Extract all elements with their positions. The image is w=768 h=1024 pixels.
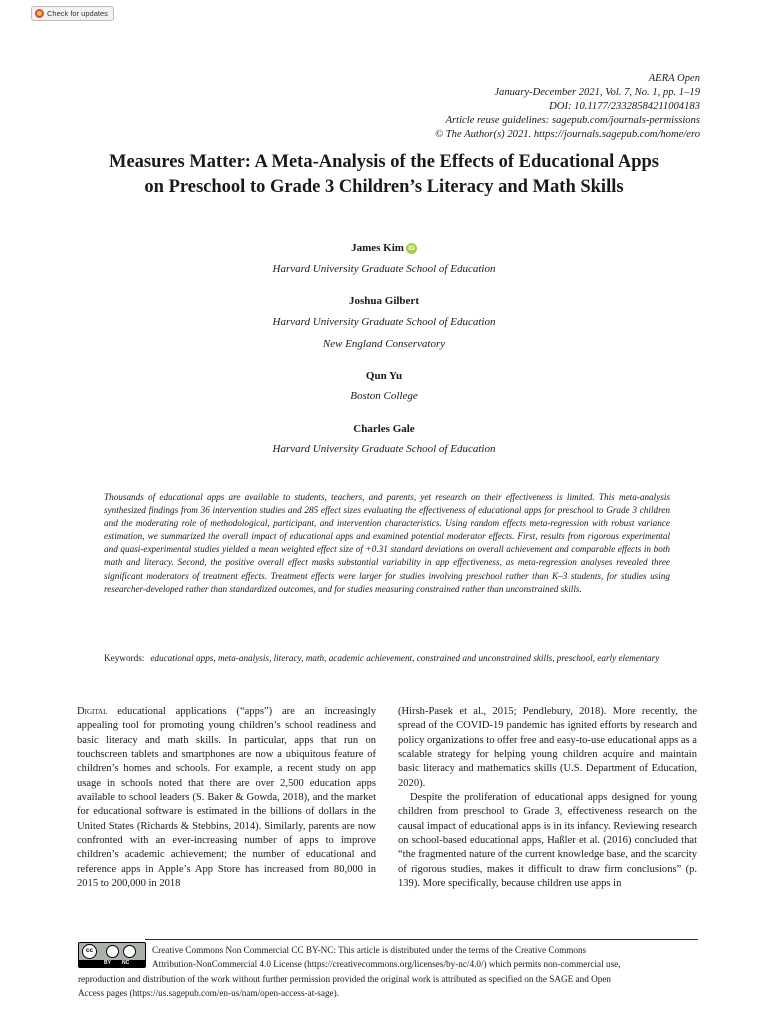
license-line-2: Attribution-NonCommercial 4.0 License (https://creativecommons.org/licenses/by-nc/4.0/) which permits non-commercial use, [152,959,621,970]
paper-title [40,150,728,200]
nc-label: NC [122,960,130,966]
reuse-guidelines: Article reuse guidelines: sagepub.com/journals-permissions [445,115,700,126]
author-1-name: James Kim [351,242,404,254]
author-affiliation: Harvard University Graduate School of Education [272,443,496,455]
drop-word: Digital [77,706,108,717]
body-paragraph: (Hirsh-Pasek et al., 2015; Pendlebury, 2018). More recently, the spread of the COVID-19 pandemic has ignited efforts by research and policy organizations to offer free and easy-to-use educational apps as a scalable strategy for helping young children acquire and maintain basic literacy and mathematics skills (U.S. Department of Education, 2020). [398,706,697,789]
journal-doi: DOI: 10.1177/23328584211004183 [549,101,700,112]
author-affiliation: Boston College [350,390,418,402]
title-line-1: Measures Matter: A Meta-Analysis of the Effects of Educational Apps [109,152,659,172]
title-line-2: on Preschool to Grade 3 Children’s Literacy and Math Skills [144,177,624,197]
license-line-3: reproduction and distribution of the work without further permission provided the original work is attributed as specified on the SAGE and Open [78,973,612,984]
author-name: Charles Gale [353,423,415,435]
crossmark-icon [35,9,44,18]
journal-name: AERA Open [648,73,700,84]
license-statement [78,943,700,1001]
check-for-updates-label: Check for updates [47,9,108,18]
body-text: educational applications (“apps”) are an increasingly appealing tool for promoting young children’s school readiness and basic literacy and math skills. In particular, apps that run on touchscreen tablets and smartphones are now a ubiquitous feature of children’s homes and schools. For example, a recent study on app usage in schools noted that there are over 2,500 education apps available to school leaders (S. Baker & Gowda, 2018), and the market for educational software is estimated in the billions of dollars in the United States (Richards & Stebbins, 2014). Similarly, parents are now confronted with an ever-increasing number of apps to improve children’s academic achievement; the number of educational and reference apps in Apple’s App Store has increased from 80,000 in 2015 to 200,000 in 2018 [77,706,376,890]
body-column-left [77,705,376,891]
keywords [104,652,670,666]
author-affiliation: New England Conservatory [322,338,446,350]
journal-issue: January-December 2021, Vol. 7, No. 1, pp. 1–19 [494,87,700,98]
body-column-right [398,705,697,891]
journal-info [435,72,700,142]
orcid-icon[interactable]: iD [406,243,417,254]
body-paragraph [77,705,376,891]
keywords-value: educational apps, meta-analysis, literacy, math, academic achievement, constrained and unconstrained skills, preschool, early elementary [150,653,660,663]
check-for-updates-badge[interactable] [31,6,114,21]
copyright-line: © The Author(s) 2021. https://journals.sagepub.com/home/ero [435,129,700,140]
keywords-label: Keywords: [104,653,145,663]
license-line-1: Creative Commons Non Commercial CC BY-NC: This article is distributed under the terms of the Creative Commons [152,945,587,955]
by-label: BY [104,960,111,966]
author-affiliation: Harvard University Graduate School of Education [272,263,496,275]
author-name: Joshua Gilbert [349,295,419,307]
author-affiliation: Harvard University Graduate School of Education [272,316,496,328]
footer-divider [145,939,698,940]
abstract: Thousands of educational apps are available to students, teachers, and parents, yet research on their effectiveness is limited. This meta-analysis synthesized findings from 36 intervention studies and 285 effect sizes evaluating the effectiveness of educational apps for preschool to Grade 3 children and the moderating role of methodological, participant, and intervention characteristics. Using random effects meta-regression with robust variance estimation, we summarized the overall impact of educational apps and examined potential moderator effects. First, results from rigorous experimental and quasi-experimental studies yielded a mean weighted effect size of +0.31 standard deviations on overall achievement and comparable effects in both math and literacy. Second, the positive overall effect masks substantial variability in app effectiveness, as meta-regression analyses revealed three significant moderators of treatment effects. Treatment effects were larger for studies involving preschool rather than K–3 students, for studies using researcher-developed rather than standardized outcomes, and for studies measuring constrained rather than unconstrained skills. [104,492,670,594]
cc-icon: cc [82,944,97,959]
license-line-4: Access pages (https://us.sagepub.com/en-us/nam/open-access-at-sage). [78,988,339,999]
author-name [0,242,768,254]
body-paragraph: Despite the proliferation of educational apps designed for young children from preschool to Grade 3, effectiveness research on the causal impact of educational apps is in its infancy. Reviewing research on school-based educational apps, Haßler et al. (2016) concluded that “the fragmented nature of the current knowledge base, and the scarcity of rigorous studies, makes it difficult to draw firm conclusions” (p. 139). More specifically, because children use apps in [398,792,697,890]
author-name: Qun Yu [365,370,403,382]
